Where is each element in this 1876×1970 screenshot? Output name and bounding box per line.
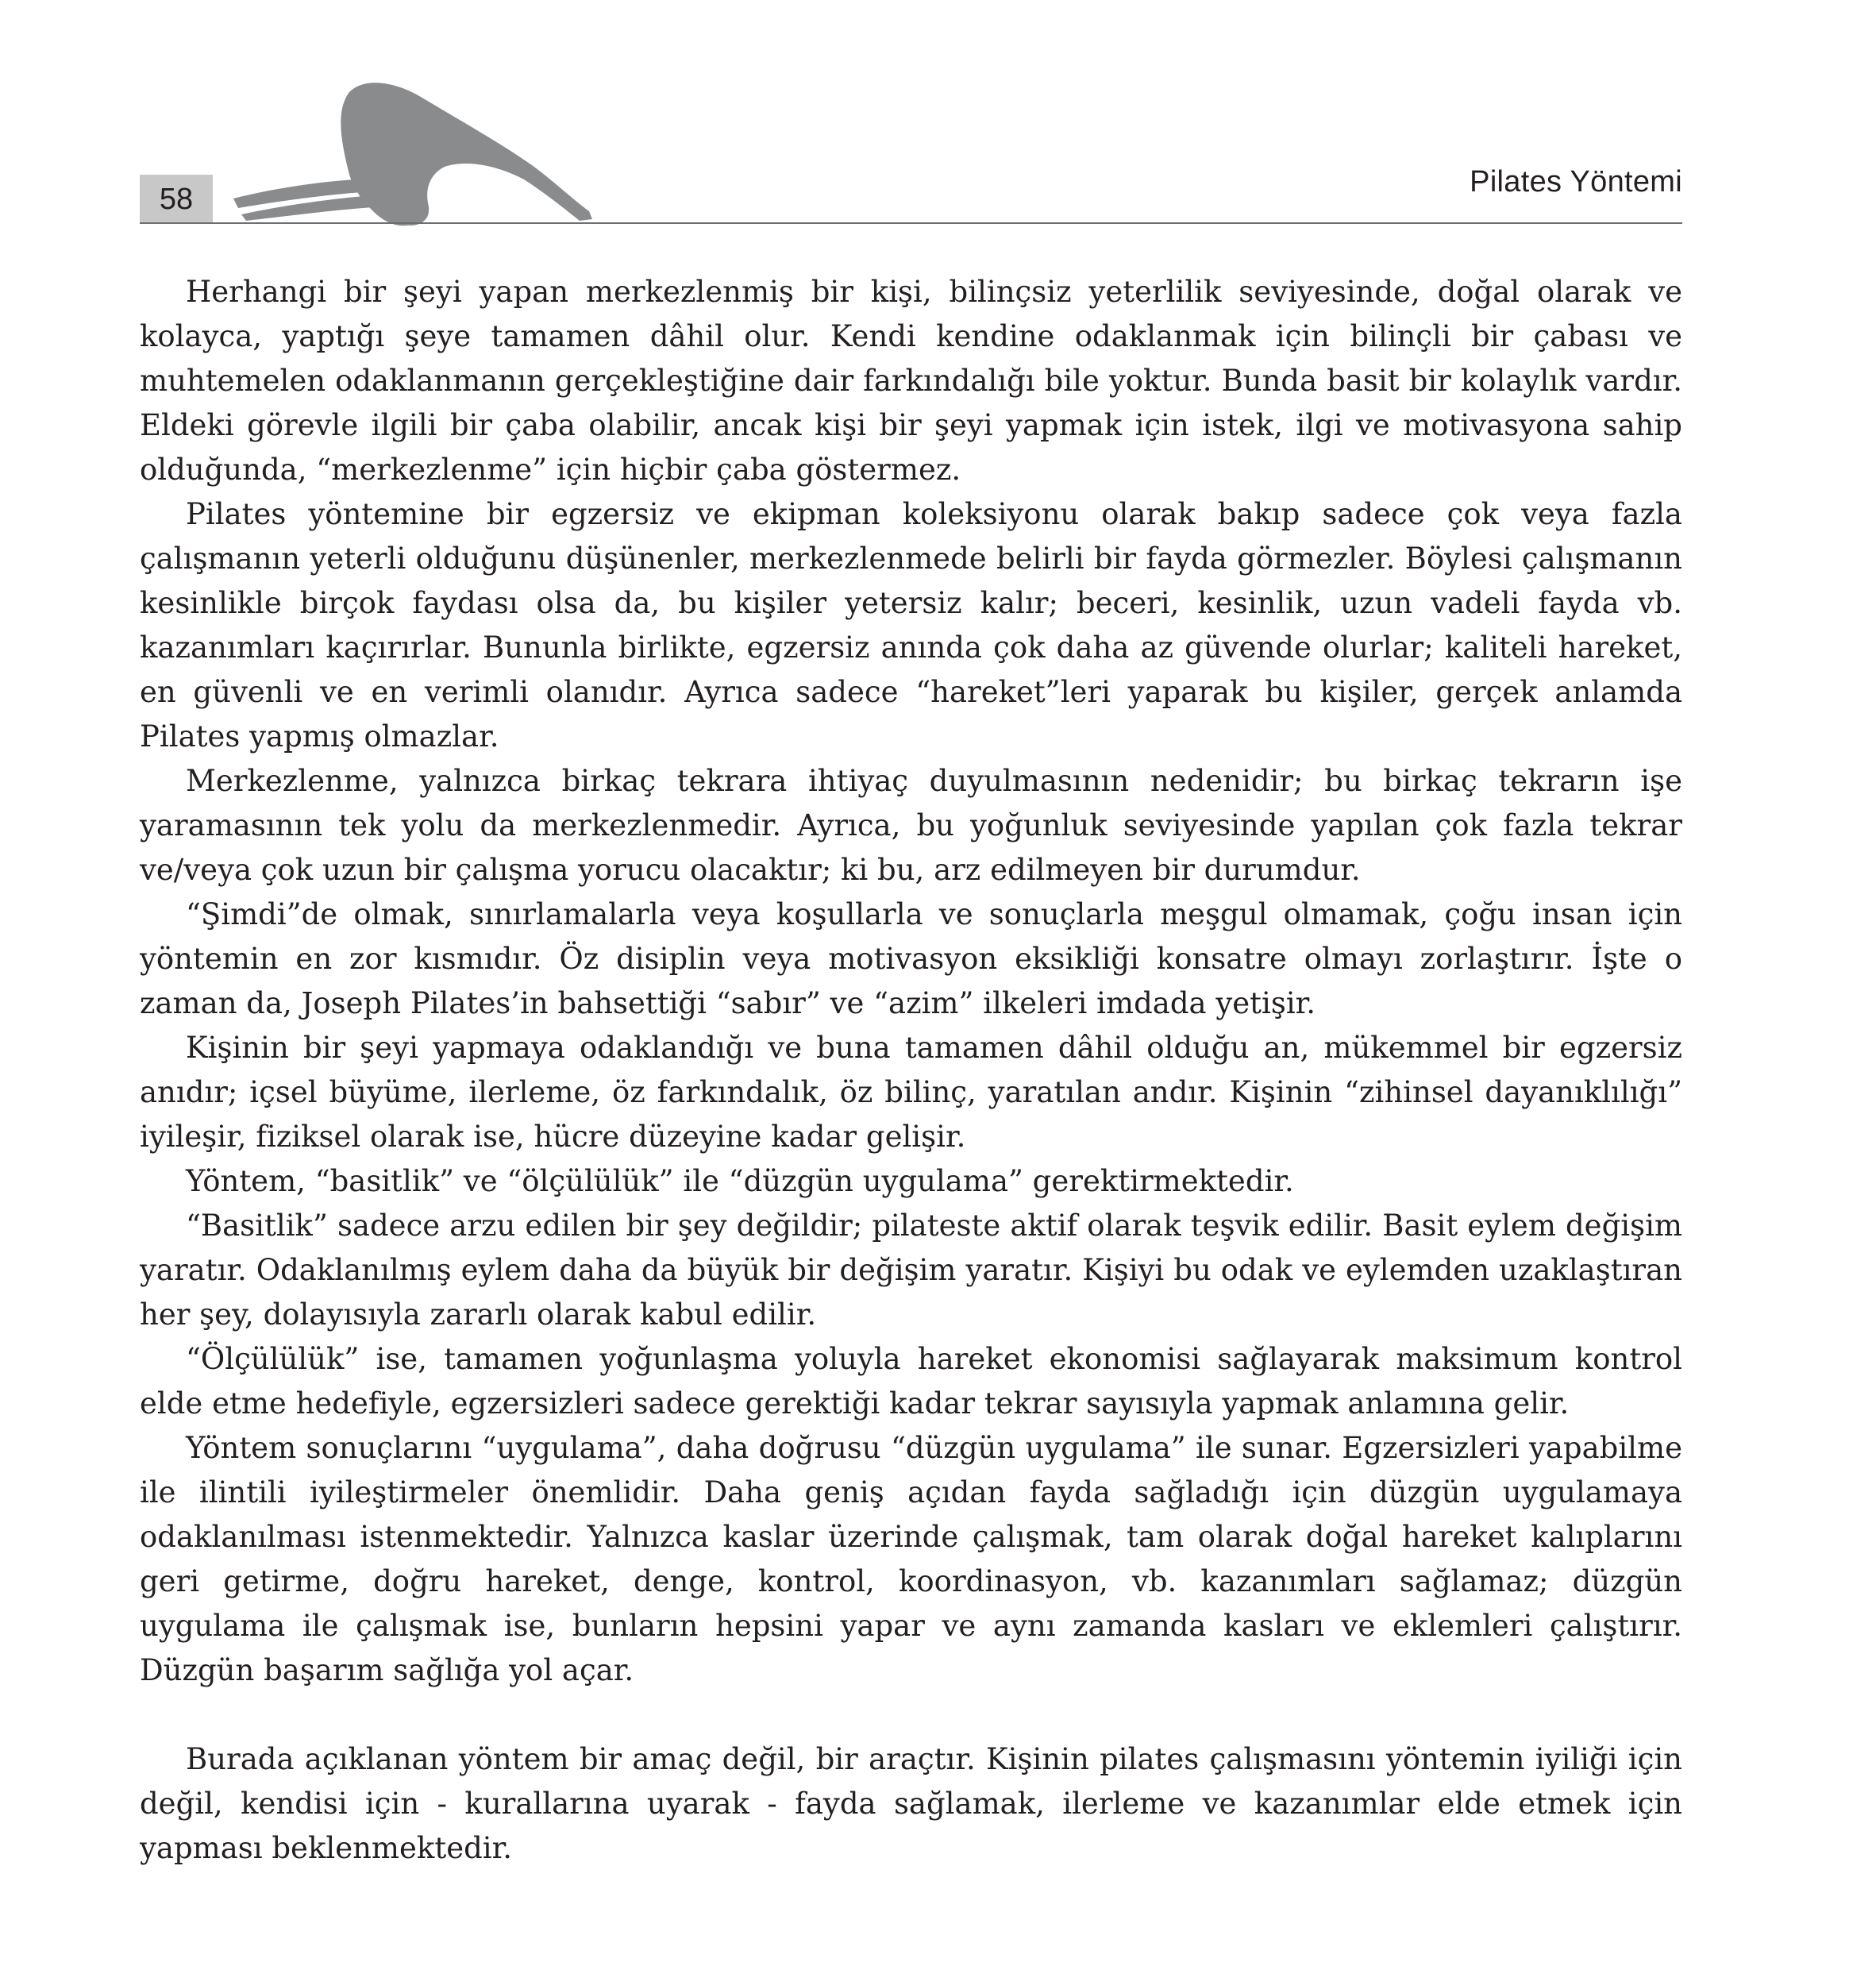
header-divider: [140, 222, 1682, 224]
paragraph: Herhangi bir şeyi yapan merkezlenmiş bir kişi, bilinçsiz yeterlilik seviyesinde, doğal olarak ve kolayca, yaptığı şeye tamamen dâhil olur. Kendi kendine odaklanmak için bilinçli bir çabası ve muhtemelen odaklanmanın gerçekleştiğine dair farkındalığı bile yoktur. Bunda basit bir kolaylık vardır. Eldeki görevle ilgili bir çaba olabilir, ancak kişi bir şeyi yapmak için istek, ilgi ve motivasyona sahip olduğunda, “merkezlenme” için hiçbir çaba göstermez.: [140, 275, 1682, 487]
running-title: Pilates Yöntemi: [1470, 165, 1682, 199]
paragraph: “Şimdi”de olmak, sınırlamalarla veya koşullarla ve sonuçlarla meşgul olmamak, çoğu insan için yöntemin en zor kısmıdır. Öz disiplin veya motivasyon eksikliği konsatre olmayı zorlaştırır. İşte o zaman da, Joseph Pilates’in bahsettiği “sabır” ve “azim” ilkeleri imdada yetişir.: [140, 897, 1682, 1020]
paragraph: Pilates yöntemine bir egzersiz ve ekipman koleksiyonu olarak bakıp sadece çok veya fazla çalışmanın yeterli olduğunu düşünenler, merkezlenmede belirli bir fayda görmezler. Böylesi çalışmanın kesinlikle birçok faydası olsa da, bu kişiler yetersiz kalır; beceri, kesinlik, uzun vadeli fayda vb. kazanımları kaçırırlar. Bununla birlikte, egzersiz anında çok daha az güvende olurlar; kaliteli hareket, en güvenli ve en verimli olanıdır. Ayrıca sadece “hareket”leri yaparak bu kişiler, gerçek anlamda Pilates yapmış olmazlar.: [140, 497, 1682, 754]
closing-paragraph: Burada açıklanan yöntem bir amaç değil, bir araçtır. Kişinin pilates çalışmasını yöntemin iyiliği için değil, kendisi için - kurallarına uyarak - fayda sağlamak, ilerleme ve kazanımlar elde etmek için yapması beklenmektedir.: [140, 1742, 1682, 1865]
paragraph: Merkezlenme, yalnızca birkaç tekrara ihtiyaç duyulmasının nedenidir; bu birkaç tekrarın işe yaramasının tek yolu da merkezlenmedir. Ayrıca, bu yoğunluk seviyesinde yapılan çok fazla tekrar ve/veya çok uzun bir çalışma yorucu olacaktır; ki bu, arz edilmeyen bir durumdur.: [140, 764, 1682, 887]
page-number-label: 58: [159, 182, 194, 216]
page-number: [140, 175, 213, 224]
pilates-plow-pose-icon: [230, 79, 603, 230]
paragraph: Yöntem, “basitlik” ve “ölçülülük” ile “düzgün uygulama” gerektirmektedir.: [186, 1164, 1294, 1198]
paragraph: Kişinin bir şeyi yapmaya odaklandığı ve buna tamamen dâhil olduğu an, mükemmel bir egzersiz anıdır; içsel büyüme, ilerleme, öz farkındalık, öz bilinç, yaratılan andır. Kişinin “zihinsel dayanıklılığı” iyileşir, fiziksel olarak ise, hücre düzeyine kadar gelişir.: [140, 1031, 1682, 1154]
paragraph: “Ölçülülük” ise, tamamen yoğunlaşma yoluyla hareket ekonomisi sağlayarak maksimum kontrol elde etme hedefiyle, egzersizleri sadece gerektiği kadar tekrar sayısıyla yapmak anlamına gelir.: [140, 1342, 1682, 1421]
paragraph: Yöntem sonuçlarını “uygulama”, daha doğrusu “düzgün uygulama” ile sunar. Egzersizleri yapabilme ile ilintili iyileştirmeler önemlidir. Daha geniş açıdan fayda sağladığı için düzgün uygulamaya odaklanılması istenmektedir. Yalnızca kaslar üzerinde çalışmak, tam olarak doğal hareket kalıplarını geri getirme, doğru hareket, denge, kontrol, koordinasyon, vb. kazanımları sağlamaz; düzgün uygulama ile çalışmak ise, bunların hepsini yapar ve aynı zamanda kasları ve eklemleri çalıştırır. Düzgün başarım sağlığa yol açar.: [140, 1431, 1682, 1687]
paragraph: “Basitlik” sadece arzu edilen bir şey değildir; pilateste aktif olarak teşvik edilir. Basit eylem değişim yaratır. Odaklanılmış eylem daha da büyük bir değişim yaratır. Kişiyi bu odak ve eylemden uzaklaştıran her şey, dolayısıyla zararlı olarak kabul edilir.: [140, 1209, 1682, 1332]
body-text: [140, 270, 1682, 1871]
